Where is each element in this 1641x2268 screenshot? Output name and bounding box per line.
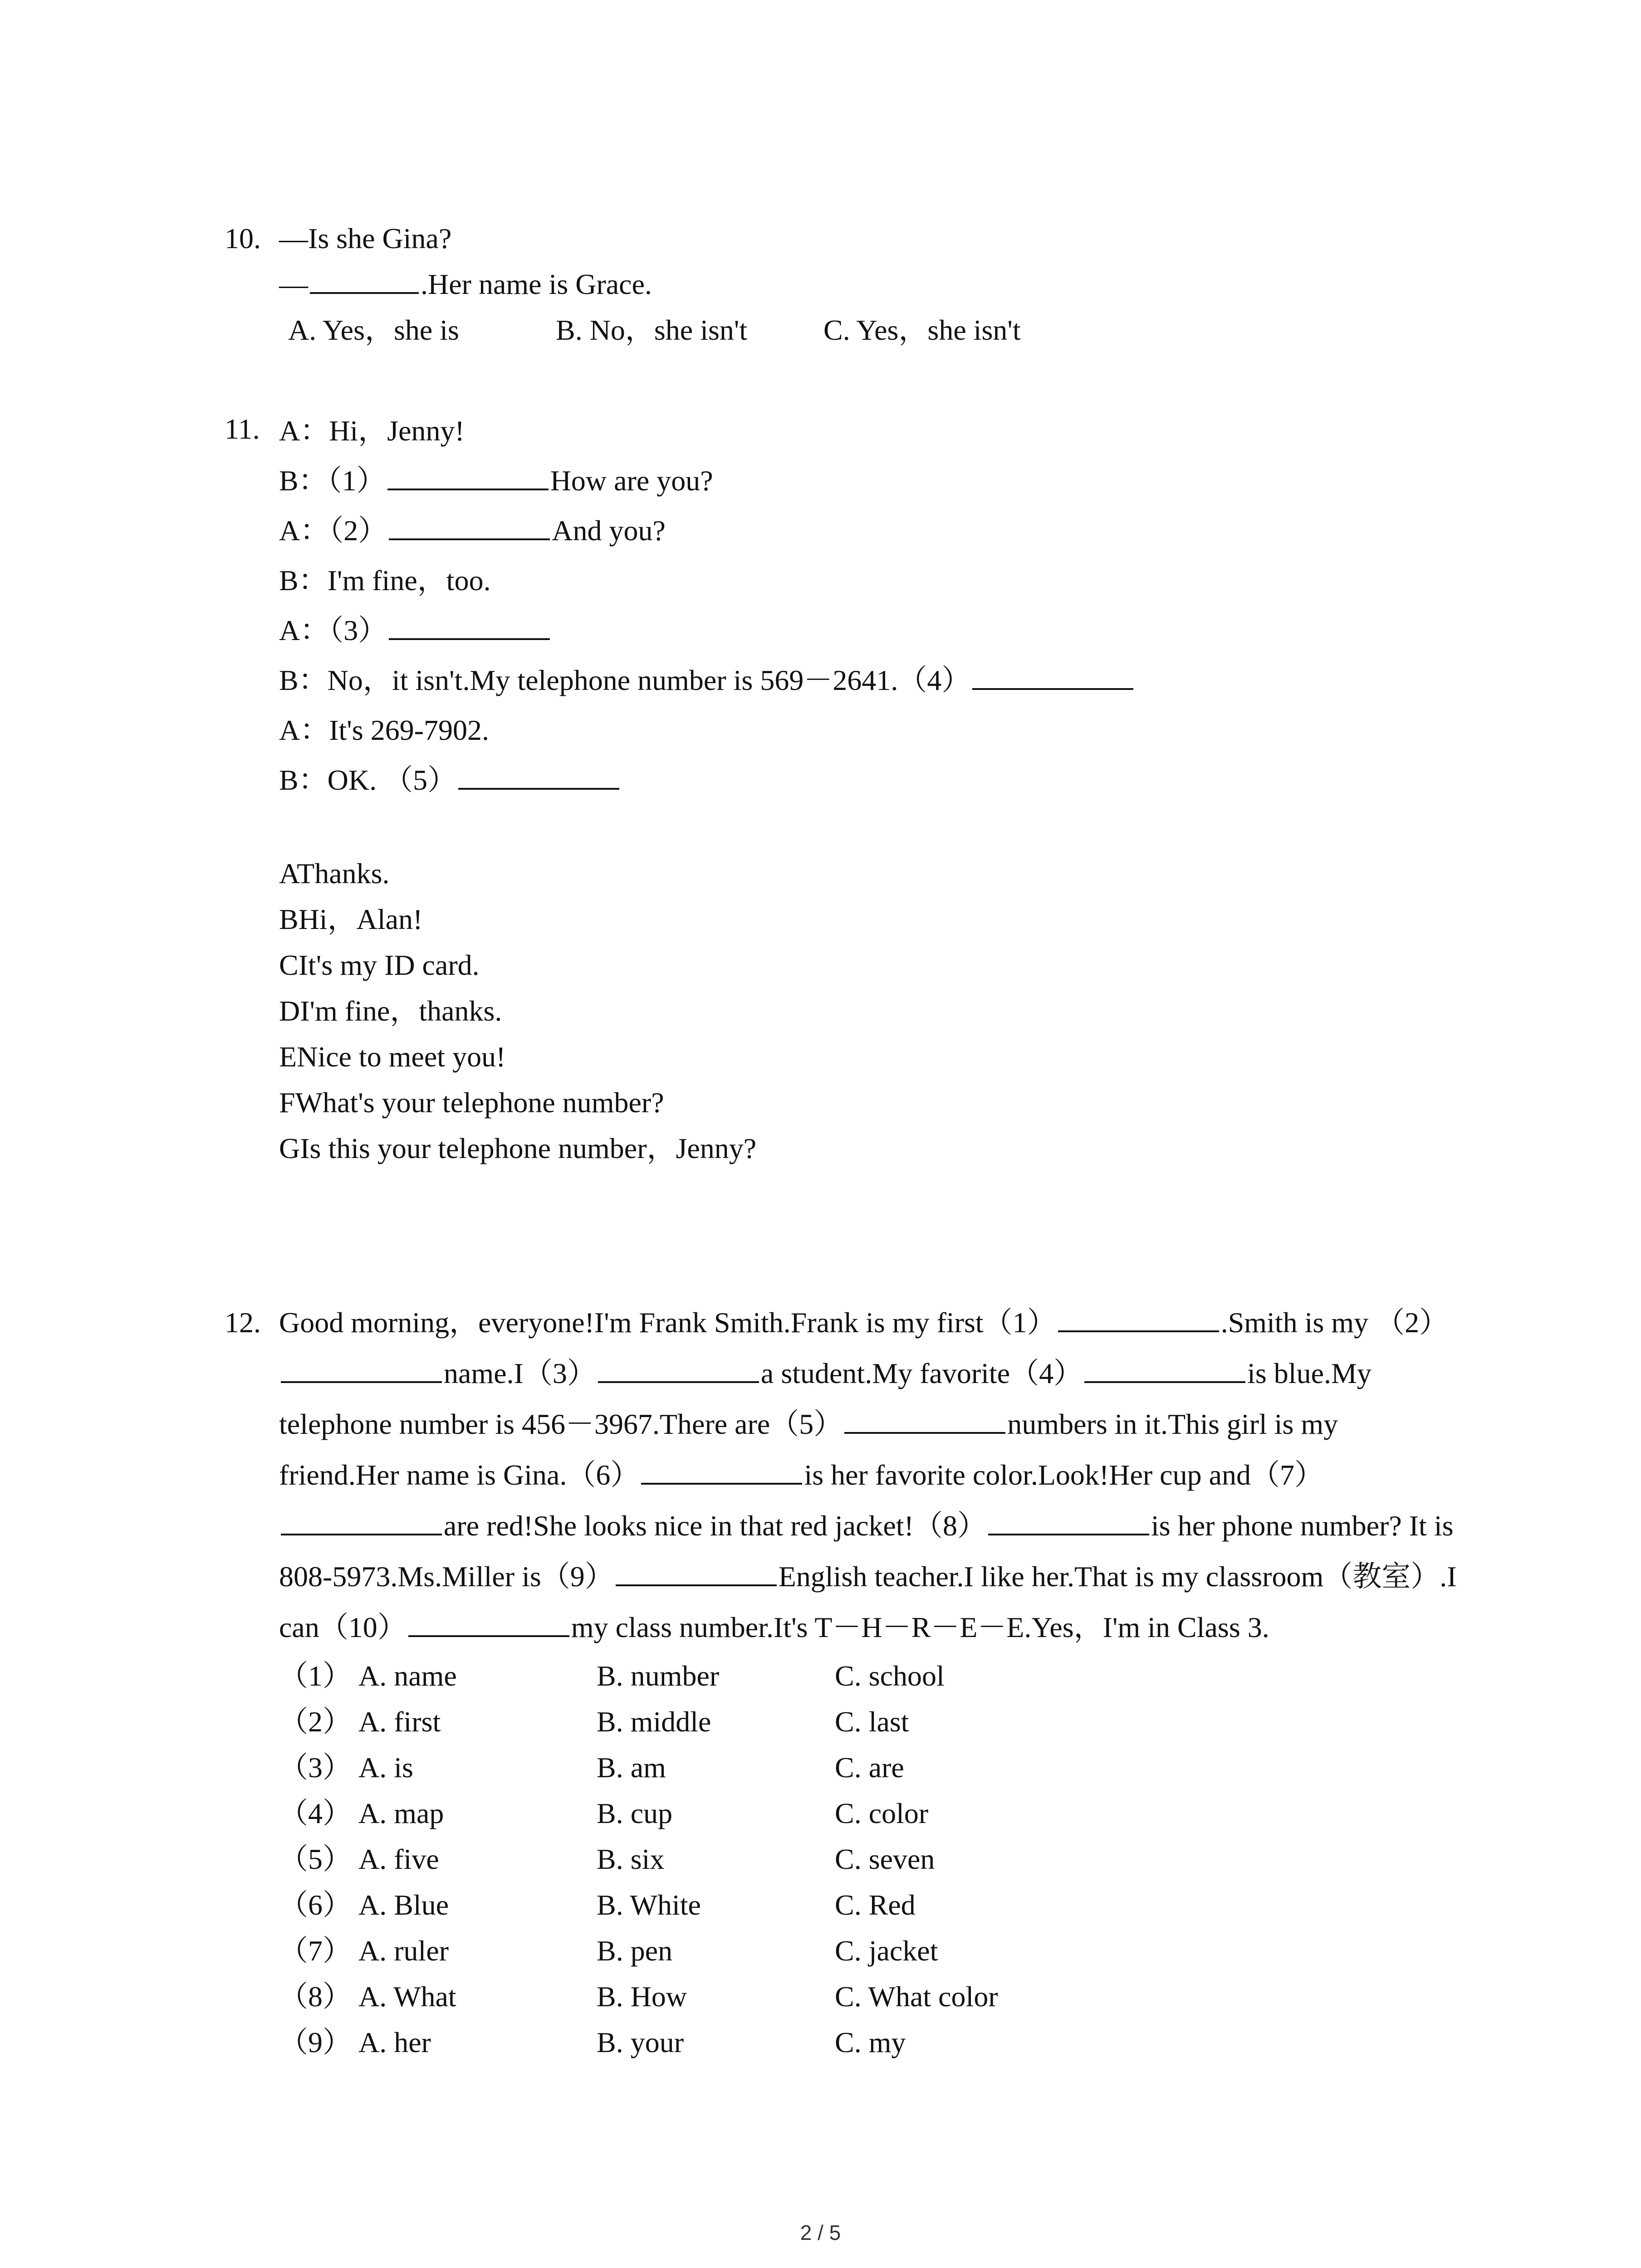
option-c[interactable]: C. jacket <box>835 1935 938 1967</box>
question-11 <box>225 406 1459 1164</box>
answer-blank[interactable] <box>389 611 550 640</box>
dialog-line: B：No，it isn't.My telephone number is 569－2641.（4） <box>279 655 1459 705</box>
choice-table <box>279 1653 1459 2065</box>
answer-blank[interactable] <box>387 461 549 490</box>
choice-row: （4） A. map B. cup C. color <box>279 1790 1459 1836</box>
choice-item: GIs this your telephone number，Jenny? <box>279 1132 757 1164</box>
option-b[interactable]: B. pen <box>597 1935 673 1967</box>
option-a[interactable]: A. What <box>358 1980 456 2013</box>
option-b[interactable]: B. middle <box>597 1706 711 1738</box>
choice-item: DI'm fine，thanks. <box>279 995 502 1027</box>
option-c[interactable]: C. are <box>835 1751 904 1784</box>
option-a[interactable]: A. is <box>358 1751 413 1784</box>
option-b[interactable]: B. No，she isn't <box>556 314 748 346</box>
option-a[interactable]: A. Blue <box>358 1889 449 1921</box>
option-a[interactable]: A. name <box>358 1660 457 1692</box>
answer-blank[interactable] <box>641 1456 802 1485</box>
option-b[interactable]: B. your <box>597 2026 684 2058</box>
line-text: .Her name is Grace. <box>421 268 652 300</box>
choice-row: （3） A. is B. am C. are <box>279 1745 1459 1790</box>
dialog-line: B：I'm fine，too. <box>279 564 491 596</box>
option-c[interactable]: C. What color <box>835 1980 998 2013</box>
answer-blank[interactable] <box>281 1354 442 1383</box>
dialog-line: A：（2） And you? <box>279 506 1459 556</box>
option-a[interactable]: A. first <box>358 1706 441 1738</box>
option-c[interactable]: C. color <box>835 1797 929 1829</box>
option-b[interactable]: B. number <box>597 1660 720 1692</box>
answer-blank[interactable] <box>1084 1354 1245 1383</box>
dialog-line: A：It's 269-7902. <box>279 714 490 746</box>
choice-row: （8） A. What B. How C. What color <box>279 1974 1459 2019</box>
option-a[interactable]: A. ruler <box>358 1935 449 1967</box>
dialog-line: A：（3） <box>279 606 1459 655</box>
option-c[interactable]: C. last <box>835 1706 909 1738</box>
page-number: 2 / 5 <box>800 2221 841 2244</box>
option-a[interactable]: A. Yes，she is <box>288 314 459 346</box>
dialog-line: A：Hi，Jenny! <box>279 415 465 447</box>
question-line <box>279 261 1459 307</box>
choice-row: （2） A. first B. middle C. last <box>279 1699 1459 1745</box>
question-number: 11. <box>225 413 260 445</box>
question-12 <box>225 1297 1459 2058</box>
answer-blank[interactable] <box>616 1557 777 1586</box>
options-row <box>279 307 1459 353</box>
option-b[interactable]: B. six <box>597 1843 665 1875</box>
dialog-line: B：（1） How are you? <box>279 456 1459 506</box>
option-a[interactable]: A. map <box>358 1797 444 1829</box>
choice-item: AThanks. <box>279 857 390 890</box>
answer-blank[interactable] <box>988 1506 1149 1535</box>
dialog-line: B：OK. （5） <box>279 755 1459 805</box>
question-number: 10. <box>225 222 261 254</box>
question-line: —Is she Gina? <box>279 222 452 254</box>
choice-row: （1） A. name B. number C. school <box>279 1653 1459 1699</box>
option-b[interactable]: B. am <box>597 1751 666 1784</box>
choice-item: CIt's my ID card. <box>279 949 480 981</box>
answer-blank[interactable] <box>408 1608 569 1637</box>
answer-blank[interactable] <box>598 1354 759 1383</box>
option-c[interactable]: C. Red <box>835 1889 916 1921</box>
dash: — <box>279 268 308 300</box>
option-b[interactable]: B. White <box>597 1889 701 1921</box>
question-number: 12. <box>225 1306 261 1339</box>
option-c[interactable]: C. my <box>835 2026 906 2058</box>
cloze-passage: Good morning，everyone!I'm Frank Smith.Frank is my first（1） .Smith is my （2）name.I（3） a student.My favorite（4） is blue.My telephone number is 456－3967.There are（5） numbers in it.This girl is my friend.Her name is Gina.（6） is her favorite color.Look!Her cup and（7）are red!She looks nice in that red jacket!（8） is her phone number? It is 808-5973.Ms.Miller is（9） English teacher.I like her.That is my classroom（教室）.I can（10） my class number.It's T－H－R－E－E.Yes，I'm in Class 3. <box>279 1297 1459 1653</box>
answer-blank[interactable] <box>389 511 550 540</box>
choice-row: （5） A. five B. six C. seven <box>279 1836 1459 1882</box>
choice-item: FWhat's your telephone number? <box>279 1086 664 1119</box>
answer-blank[interactable] <box>281 1506 442 1535</box>
option-c[interactable]: C. school <box>835 1660 945 1692</box>
option-a[interactable]: A. her <box>358 2026 431 2058</box>
answer-blank[interactable] <box>1058 1303 1219 1332</box>
option-b[interactable]: B. cup <box>597 1797 673 1829</box>
option-b[interactable]: B. How <box>597 1980 687 2013</box>
answer-blank[interactable] <box>458 761 619 790</box>
choice-row: （7） A. ruler B. pen C. jacket <box>279 1928 1459 1974</box>
choice-item: BHi，Alan! <box>279 903 423 935</box>
choice-row: （9） A. her B. your C. my <box>279 2019 1459 2065</box>
question-10 <box>225 215 1459 346</box>
answer-blank[interactable] <box>972 661 1133 690</box>
option-c[interactable]: C. Yes，she isn't <box>823 314 1021 346</box>
choice-item: ENice to meet you! <box>279 1041 506 1073</box>
choice-row: （6） A. Blue B. White C. Red <box>279 1882 1459 1928</box>
answer-blank[interactable] <box>844 1405 1005 1434</box>
option-a[interactable]: A. five <box>358 1843 439 1875</box>
answer-blank[interactable] <box>310 265 419 294</box>
option-c[interactable]: C. seven <box>835 1843 935 1875</box>
